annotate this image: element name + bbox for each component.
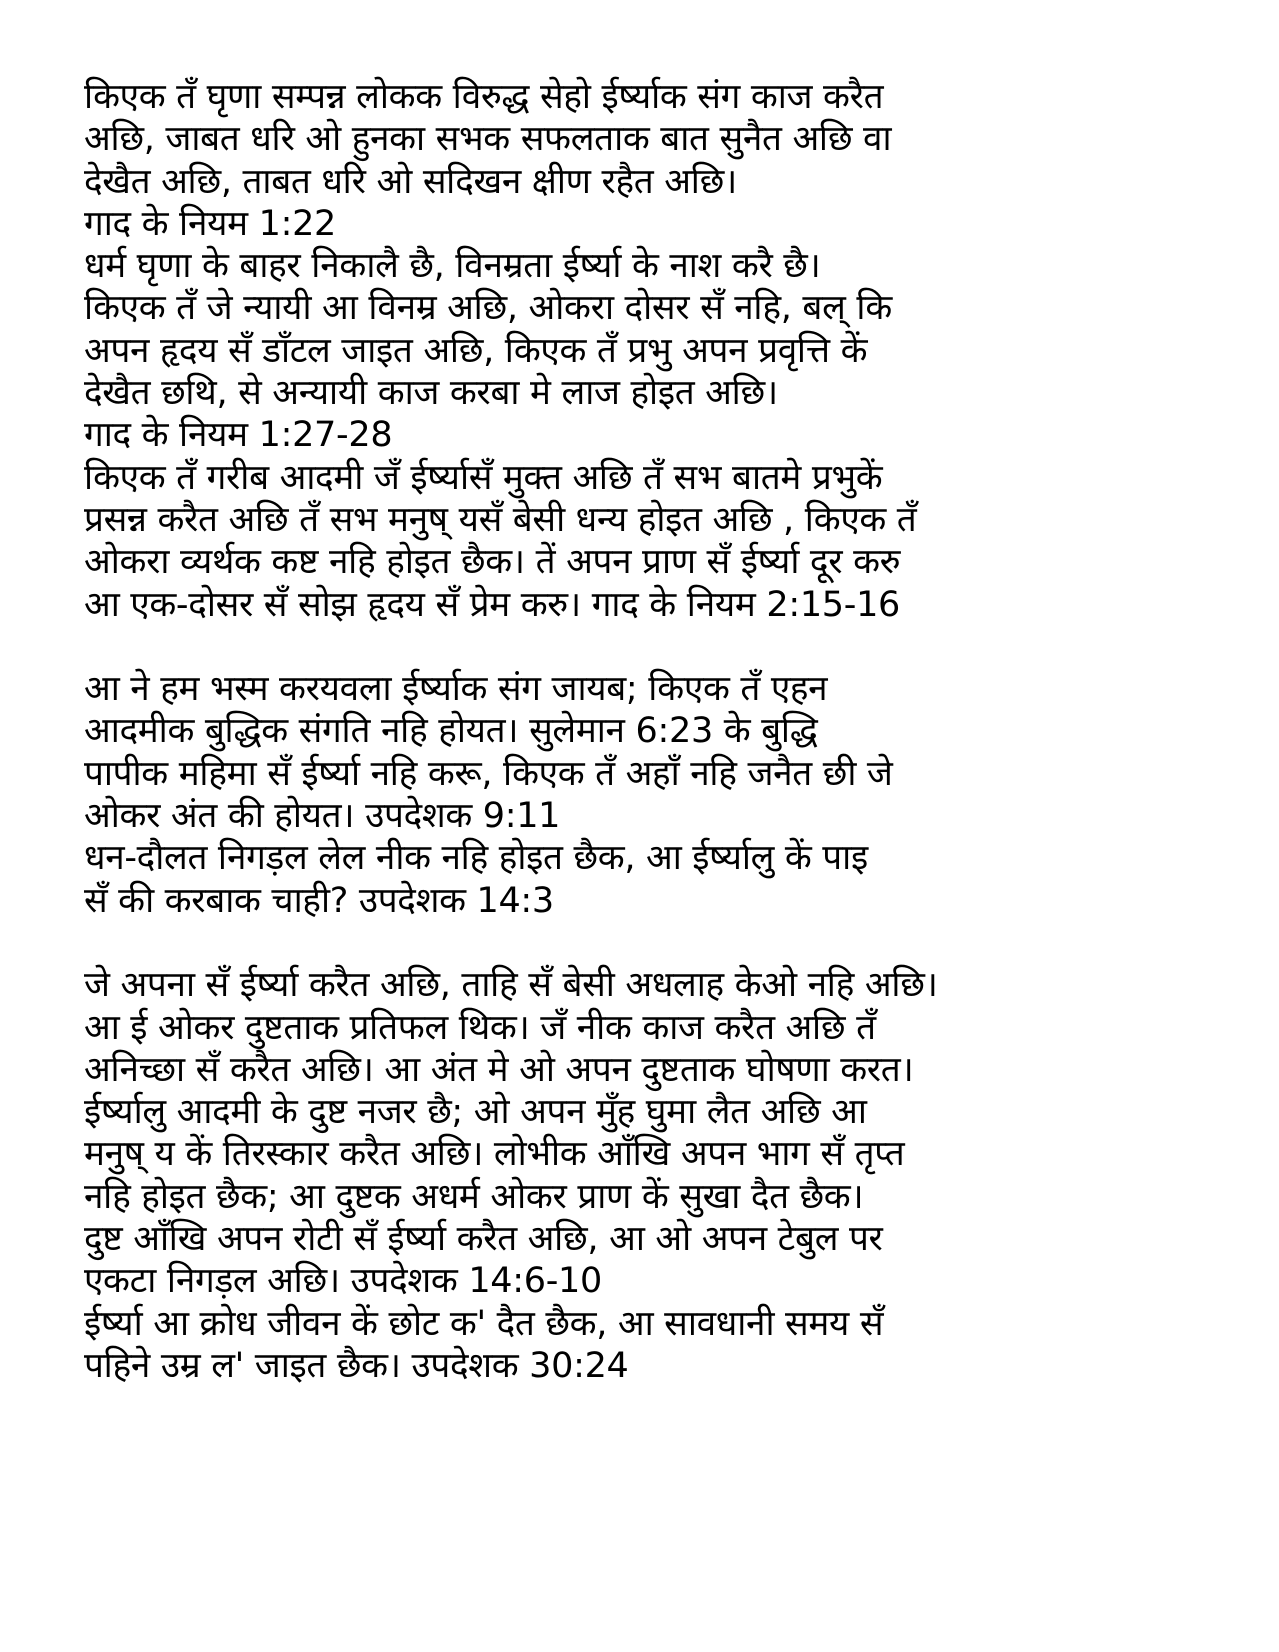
document-text [84, 76, 1214, 1387]
text-line: पापीक महिमा सँ ईर्ष्या नहि करू, किएक तँ अहाँ नहि जनैत छी जे [84, 753, 893, 794]
text-line: मनुष् य कें तिरस्कार करैत अछि। लोभीक आँखि अपन भाग सँ तृप्त [84, 1134, 905, 1175]
verse-reference: गाद के नियम 1:27-28 [84, 415, 393, 456]
text-line: देखैत अछि, ताबत धरि ओ सदिखन क्षीण रहैत अछि। [84, 161, 737, 202]
text-line: आदमीक बुद्धिक संगति नहि होयत। सुलेमान 6:23 के बुद्धि [84, 711, 818, 752]
paragraph-2 [84, 668, 1214, 922]
text-line: आ ने हम भस्म करयवला ईर्ष्याक संग जायब; किएक तँ एहन [84, 669, 828, 710]
text-line: सँ की करबाक चाही? उपदेशक 14:3 [84, 880, 554, 921]
text-line: पहिने उम्र ल' जाइत छैक। उपदेशक 30:24 [84, 1345, 629, 1386]
text-line: अछि, जाबत धरि ओ हुनका सभक सफलताक बात सुनैत अछि वा [84, 119, 892, 160]
text-line: एकटा निगड़ल अछि। उपदेशक 14:6-10 [84, 1261, 602, 1302]
text-line: धर्म घृणा के बाहर निकालै छै, विनम्रता ईर्ष्या के नाश करै छै। [84, 246, 821, 287]
text-line: प्रसन्न करैत अछि तँ सभ मनुष् यसँ बेसी धन्य होइत अछि , किएक तँ [84, 499, 917, 540]
text-line: जे अपना सँ ईर्ष्या करैत अछि, ताहि सँ बेसी अधलाह केओ नहि अछि। [84, 965, 938, 1006]
paragraph-gap [84, 922, 1214, 964]
text-line: ओकरा व्यर्थक कष्ट नहि होइत छैक। तें अपन प्राण सँ ईर्ष्या दूर करु [84, 542, 901, 583]
text-line: धन-दौलत निगड़ल लेल नीक नहि होइत छैक, आ ईर्ष्यालु कें पाइ [84, 838, 868, 879]
paragraph-1 [84, 76, 1214, 626]
text-line: आ एक-दोसर सँ सोझ हृदय सँ प्रेम करु। गाद के नियम 2:15-16 [84, 584, 901, 625]
verse-reference: गाद के नियम 1:22 [84, 203, 337, 244]
text-line: अपन हृदय सँ डाँटल जाइत अछि, किएक तँ प्रभु अपन प्रवृत्ति कें [84, 330, 868, 371]
text-line: अनिच्छा सँ करैत अछि। आ अंत मे ओ अपन दुष्टताक घोषणा करत। [84, 1049, 914, 1090]
text-line: नहि होइत छैक; आ दुष्टक अधर्म ओकर प्राण कें सुखा दैत छैक। [84, 1176, 864, 1217]
text-line: दुष्ट आँखि अपन रोटी सँ ईर्ष्या करैत अछि, आ ओ अपन टेबुल पर [84, 1219, 883, 1260]
text-line: ओकर अंत की होयत। उपदेशक 9:11 [84, 796, 561, 837]
text-line: ईर्ष्या आ क्रोध जीवन कें छोट क' दैत छैक, आ सावधानी समय सँ [84, 1303, 884, 1344]
text-line: किएक तँ गरीब आदमी जँ ईर्ष्यासँ मुक्त अछि तँ सभ बातमे प्रभुकें [84, 457, 883, 498]
text-line: ईर्ष्यालु आदमी के दुष्ट नजर छै; ओ अपन मुँह घुमा लैत अछि आ [84, 1092, 867, 1133]
text-line: देखैत छथि, से अन्यायी काज करबा मे लाज होइत अछि। [84, 373, 778, 414]
paragraph-3 [84, 964, 1214, 1387]
text-line: आ ई ओकर दुष्टताक प्रतिफल थिक। जँ नीक काज करैत अछि तँ [84, 1007, 876, 1048]
paragraph-gap [84, 626, 1214, 668]
text-line: किएक तँ जे न्यायी आ विनम्र अछि, ओकरा दोसर सँ नहि, बल् कि [84, 288, 892, 329]
text-line: किएक तँ घृणा सम्पन्न लोकक विरुद्ध सेहो ईर्ष्याक संग काज करैत [84, 77, 884, 117]
